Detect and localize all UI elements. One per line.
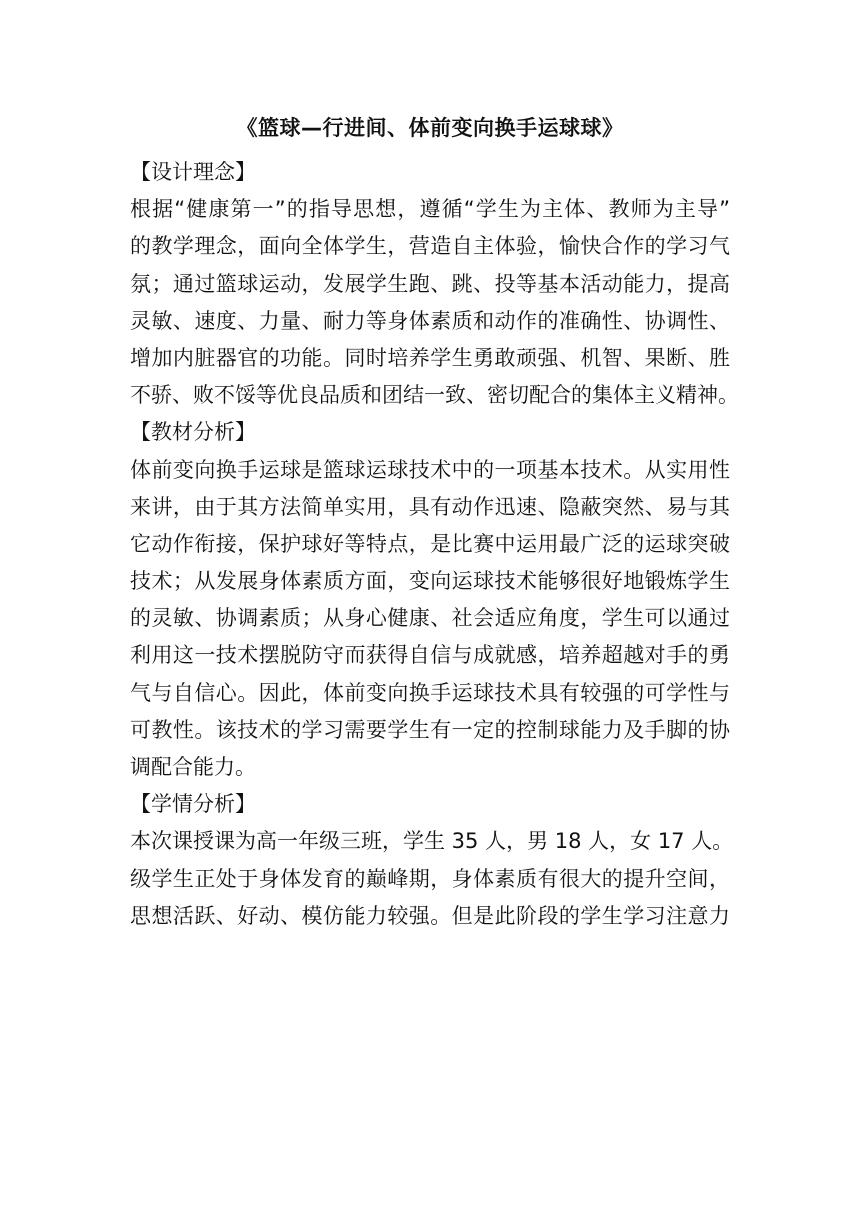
paragraph-line: 利用这一技术摆脱防守而获得自信与成就感，培养超越对手的勇	[130, 643, 730, 668]
paragraph-line: 级学生正处于身体发育的巅峰期，身体素质有很大的提升空间，	[130, 866, 730, 891]
section-heading-design-concept: 【设计理念】	[130, 160, 256, 184]
paragraph-line: 不骄、败不馁等优良品质和团结一致、密切配合的集体主义精神。	[130, 383, 739, 408]
paragraph-line: 气与自信心。因此，体前变向换手运球技术具有较强的可学性与	[130, 680, 730, 705]
paragraph-line: 可教性。该技术的学习需要学生有一定的控制球能力及手脚的协	[130, 717, 730, 742]
document-body	[130, 154, 739, 935]
paragraph-line: 增加内脏器官的功能。同时培养学生勇敢顽强、机智、果断、胜	[130, 345, 730, 370]
paragraph-line: 氛；通过篮球运动，发展学生跑、跳、投等基本活动能力，提高	[130, 271, 730, 296]
paragraph-line: 它动作衔接，保护球好等特点，是比赛中运用最广泛的运球突破	[130, 531, 730, 556]
paragraph-line: 思想活跃、好动、模仿能力较强。但是此阶段的学生学习注意力	[130, 903, 730, 928]
document-title: 《篮球—行进间、体前变向换手运球球》	[236, 116, 624, 140]
paragraph-line: 调配合能力。	[130, 755, 256, 779]
paragraph-line: 根据“健康第一”的指导思想，遵循“学生为主体、教师为主导”	[130, 197, 730, 222]
section-heading-student-analysis: 【学情分析】	[130, 792, 256, 817]
paragraph-line: 技术；从发展身体素质方面，变向运球技术能够很好地锻炼学生	[130, 569, 730, 594]
paragraph-line: 体前变向换手运球是篮球运球技术中的一项基本技术。从实用性	[130, 457, 730, 482]
paragraph-line: 的灵敏、协调素质；从身心健康、社会适应角度，学生可以通过	[130, 606, 730, 631]
section-heading-textbook-analysis: 【教材分析】	[130, 420, 256, 445]
paragraph-line: 灵敏、速度、力量、耐力等身体素质和动作的准确性、协调性、	[130, 308, 730, 333]
paragraph-line: 本次课授课为高一年级三班，学生 35 人，男 18 人，女 17 人。	[130, 829, 734, 854]
paragraph-line: 来讲，由于其方法简单实用，具有动作迅速、隐蔽突然、易与其	[130, 494, 730, 519]
paragraph-line: 的教学理念，面向全体学生，营造自主体验，愉快合作的学习气	[130, 234, 730, 259]
